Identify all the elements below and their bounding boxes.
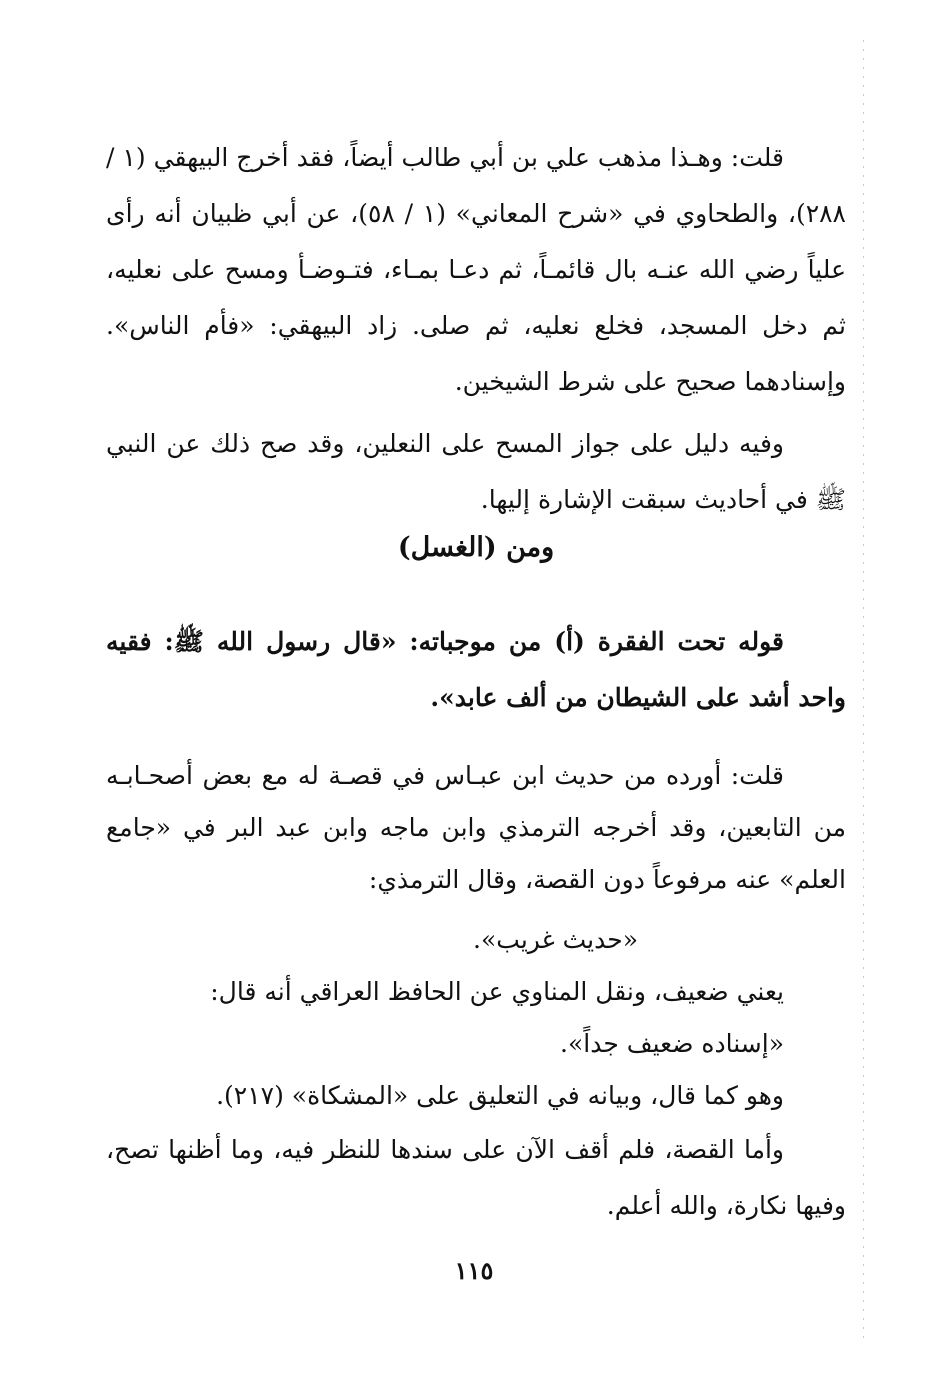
munawi-intro: يعني ضعيف، ونقل المناوي عن الحافظ العراقي أنه قال:	[210, 977, 784, 1006]
paragraph-commentary: قلت: أورده من حديث ابن عبـاس في قصـة له مع بعض أصحـابـه من التابعين، وقد أخرجه الترمذي وابن ماجه وابن عبد البر في «جامع العلم» عنه مرفوعاً دون القصة، وقال الترمذي:	[106, 761, 846, 894]
section-heading-ghusl: ومن (الغسل)	[397, 532, 555, 563]
paragraph-ali-madhhab: قلت: وهـذا مذهب علي بن أبي طالب أيضاً، فقد أخرج البيهقي (١ / ٢٨٨)، والطحاوي في «شرح المعاني» (١ / ٥٨)، عن أبي ظبيان أنه رأى علياً رضي الله عنـه بال قائمـاً، ثم دعـا بمـاء، فتـوضـأ ومسح على نعليه، ثم دخل المسجد، فخلع نعليه، ثم صلى. زاد البيهقي: «فأم الناس». وإسنادهما صحيح على شرط الشيخين.	[106, 143, 846, 396]
tirmidhi-quote: «حديث غريب».	[473, 925, 638, 954]
mishkat-note: وهو كما قال، وبيانه في التعليق على «المشكاة» (٢١٧).	[216, 1081, 784, 1110]
quoted-text-faqih: قوله تحت الفقرة (أ) من موجباته: «قال رسول الله ﷺ: فقيه واحد أشد على الشيطان من ألف عابد».	[106, 627, 846, 712]
page-number: ١١٥	[454, 1256, 494, 1285]
iraqi-quote: «إسناده ضعيف جداً».	[560, 1029, 784, 1058]
paragraph-masah-evidence: وفيه دليل على جواز المسح على النعلين، وقد صح ذلك عن النبي ﷺ في أحاديث سبقت الإشارة إليها.	[106, 429, 846, 514]
scan-edge-mark	[863, 40, 864, 1340]
section-ghusl	[106, 614, 846, 1234]
section-masah	[106, 130, 846, 528]
paragraph-conclusion: وأما القصة، فلم أقف الآن على سندها للنظر فيه، وما أظنها تصح، وفيها نكارة، والله أعلم.	[106, 1135, 846, 1220]
